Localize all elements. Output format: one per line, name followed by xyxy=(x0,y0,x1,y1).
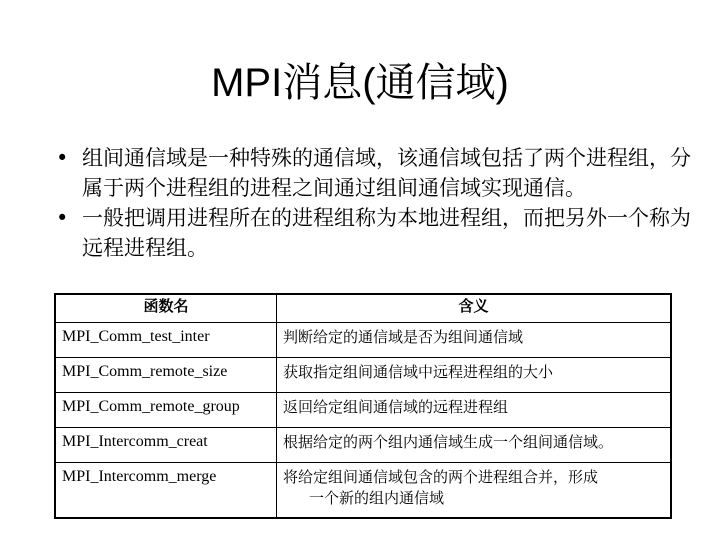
meaning-text-continued: 一个新的组内通信域 xyxy=(309,489,445,507)
function-name-cell: MPI_Intercomm_creat xyxy=(55,428,277,463)
function-table xyxy=(54,293,672,519)
table-row xyxy=(55,428,671,463)
meaning-cell: 根据给定的两个组内通信域生成一个组间通信域。 xyxy=(277,428,672,463)
meaning-cell: 判断给定的通信域是否为组间通信域 xyxy=(277,323,672,358)
bullet-icon: • xyxy=(56,146,69,170)
bullet-text: 组间通信域是一种特殊的通信域，该通信域包括了两个进程组，分属于两个进程组的进程之间通过组间通信域实现通信。 xyxy=(82,146,691,200)
page-title: MPI消息(通信域) xyxy=(211,61,509,105)
function-name-cell: MPI_Comm_remote_group xyxy=(55,393,277,428)
column-header-function-name: 函数名 xyxy=(55,294,277,323)
function-name-cell: MPI_Intercomm_merge xyxy=(55,463,277,519)
bullet-icon: • xyxy=(56,206,69,230)
function-name-cell: MPI_Comm_test_inter xyxy=(55,323,277,358)
bullet-list xyxy=(52,143,692,263)
table-row xyxy=(55,358,671,393)
table-row xyxy=(55,463,671,519)
bullet-item xyxy=(52,143,692,203)
table-row xyxy=(55,393,671,428)
function-name-cell: MPI_Comm_remote_size xyxy=(55,358,277,393)
table-header-row xyxy=(55,294,671,323)
bullet-text: 一般把调用进程所在的进程组称为本地进程组，而把另外一个称为远程进程组。 xyxy=(82,206,691,260)
table-row xyxy=(55,323,671,358)
meaning-cell: 获取指定组间通信域中远程进程组的大小 xyxy=(277,358,672,393)
meaning-cell: 返回给定组间通信域的远程进程组 xyxy=(277,393,672,428)
column-header-meaning: 含义 xyxy=(277,294,672,323)
bullet-item xyxy=(52,203,692,263)
meaning-cell xyxy=(277,463,672,519)
meaning-text: 将给定组间通信域包含的两个进程组合并，形成 xyxy=(283,468,599,486)
